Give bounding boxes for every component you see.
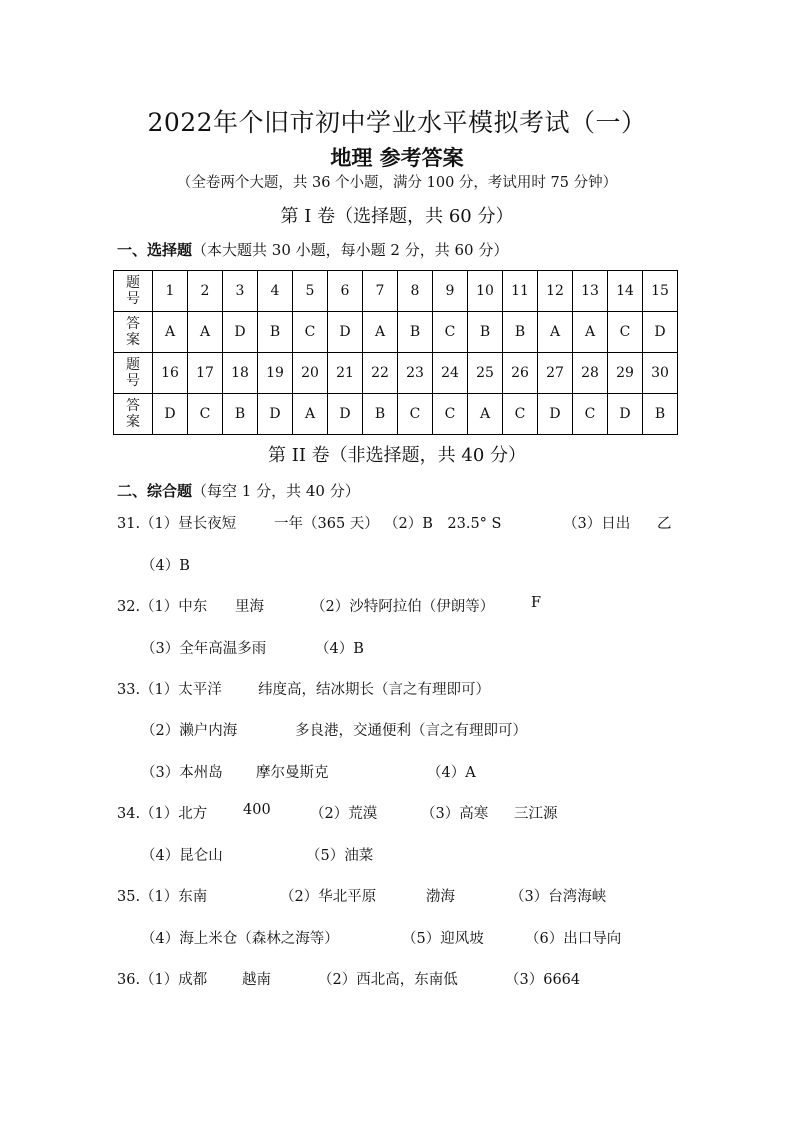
q31-answer-6: （4）B xyxy=(141,558,190,574)
answer-cell: B xyxy=(503,312,538,353)
answer-cell: B xyxy=(643,394,678,435)
q32-answer-6: （4）B xyxy=(315,641,364,657)
q36-answer-2: 越南 xyxy=(242,972,271,988)
question-number-cell: 25 xyxy=(468,353,503,394)
section1-heading xyxy=(117,239,508,260)
answer-cell: C xyxy=(573,394,608,435)
answer-row-header-label: 答案 xyxy=(126,316,140,348)
question-number-cell: 26 xyxy=(503,353,538,394)
question-number-cell: 12 xyxy=(538,271,573,312)
q35-answer-7: （6）出口导向 xyxy=(525,931,622,947)
q34-answer-2: 400 xyxy=(243,802,271,818)
answer-cell: A xyxy=(573,312,608,353)
choice-answer-table xyxy=(113,270,678,435)
section2-note: （每空 1 分，共 40 分） xyxy=(192,482,360,500)
question-number-cell: 11 xyxy=(503,271,538,312)
question-number-cell: 9 xyxy=(433,271,468,312)
q32-answer-2: 里海 xyxy=(235,599,264,615)
q35-answer-1: 35.（1）东南 xyxy=(117,889,208,905)
q33-answer-7: （4）A xyxy=(427,765,476,781)
q32-answer-1: 32.（1）中东 xyxy=(117,599,208,615)
answer-cell: D xyxy=(643,312,678,353)
answer-cell: A xyxy=(188,312,223,353)
section1-label: 一、选择题 xyxy=(117,241,193,259)
part2-title: 第 II 卷（非选择题，共 40 分） xyxy=(267,445,526,466)
section2-label: 二、综合题 xyxy=(117,482,193,500)
question-number-row-header-label: 题号 xyxy=(126,275,140,307)
question-number-cell: 20 xyxy=(293,353,328,394)
question-number-row-header xyxy=(114,353,153,394)
answer-cell: B xyxy=(258,312,293,353)
q34-answer-7: （5）油菜 xyxy=(306,848,374,864)
q31-answer-3: （2）B 23.5° S xyxy=(384,516,502,532)
answer-cell: C xyxy=(433,394,468,435)
q36-answer-4: （3）6664 xyxy=(505,972,581,988)
question-number-cell: 30 xyxy=(643,353,678,394)
q35-answer-3: 渤海 xyxy=(426,889,455,905)
answer-cell: C xyxy=(608,312,643,353)
q36-answer-3: （2）西北高，东南低 xyxy=(318,972,458,988)
answer-row xyxy=(114,312,678,353)
q35-answer-6: （5）迎风坡 xyxy=(402,931,484,947)
q33-answer-5: （3）本州岛 xyxy=(141,765,223,781)
exam-note: （全卷两个大题，共 36 个小题，满分 100 分，考试用时 75 分钟） xyxy=(176,175,618,191)
q35-answer-2: （2）华北平原 xyxy=(280,889,377,905)
answer-cell: C xyxy=(188,394,223,435)
answer-cell: D xyxy=(608,394,643,435)
q33-answer-3: （2）濑户内海 xyxy=(141,723,238,739)
answer-row-header xyxy=(114,394,153,435)
q32-answer-3: （2）沙特阿拉伯（伊朗等） xyxy=(311,599,495,615)
answer-cell: C xyxy=(398,394,433,435)
answer-cell: C xyxy=(503,394,538,435)
q33-answer-6: 摩尔曼斯克 xyxy=(256,765,329,781)
answer-cell: A xyxy=(538,312,573,353)
question-number-row xyxy=(114,271,678,312)
answer-cell: B xyxy=(223,394,258,435)
question-number-cell: 14 xyxy=(608,271,643,312)
question-number-row-header xyxy=(114,271,153,312)
q34-answer-1: 34.（1）北方 xyxy=(117,806,208,822)
q33-answer-2: 纬度高，结冰期长（言之有理即可） xyxy=(258,682,490,698)
answer-cell: A xyxy=(468,394,503,435)
q34-answer-5: 三江源 xyxy=(514,806,558,822)
exam-title: 2022年个旧市初中学业水平模拟考试（一） xyxy=(147,108,647,137)
q31-answer-2: 一年（365 天） xyxy=(274,516,379,532)
answer-row-header-label: 答案 xyxy=(126,398,140,430)
q33-answer-1: 33.（1）太平洋 xyxy=(117,682,222,698)
answer-cell: D xyxy=(258,394,293,435)
question-number-cell: 2 xyxy=(188,271,223,312)
question-number-cell: 16 xyxy=(153,353,188,394)
question-number-cell: 24 xyxy=(433,353,468,394)
question-number-cell: 1 xyxy=(153,271,188,312)
question-number-cell: 21 xyxy=(328,353,363,394)
answer-cell: A xyxy=(153,312,188,353)
answer-cell: D xyxy=(153,394,188,435)
answer-cell: C xyxy=(433,312,468,353)
answer-row-header xyxy=(114,312,153,353)
question-number-cell: 13 xyxy=(573,271,608,312)
answer-cell: D xyxy=(223,312,258,353)
q31-answer-4: （3）日出 xyxy=(563,516,631,532)
question-number-cell: 23 xyxy=(398,353,433,394)
q31-answer-1: 31.（1）昼长夜短 xyxy=(117,516,237,532)
answer-cell: D xyxy=(328,312,363,353)
q34-answer-6: （4）昆仑山 xyxy=(141,848,223,864)
question-number-cell: 6 xyxy=(328,271,363,312)
q32-answer-5: （3）全年高温多雨 xyxy=(141,641,267,657)
part1-title: 第 I 卷（选择题，共 60 分） xyxy=(280,206,514,227)
question-number-row-header-label: 题号 xyxy=(126,357,140,389)
section2-heading xyxy=(117,480,360,501)
q35-answer-4: （3）台湾海峡 xyxy=(510,889,607,905)
answer-cell: A xyxy=(363,312,398,353)
q35-answer-5: （4）海上米仓（森林之海等） xyxy=(141,931,339,947)
q36-answer-1: 36.（1）成都 xyxy=(117,972,208,988)
q32-answer-4: F xyxy=(531,595,542,611)
question-number-cell: 7 xyxy=(363,271,398,312)
question-number-cell: 3 xyxy=(223,271,258,312)
question-number-cell: 5 xyxy=(293,271,328,312)
question-number-cell: 28 xyxy=(573,353,608,394)
answer-cell: B xyxy=(363,394,398,435)
answer-cell: B xyxy=(468,312,503,353)
question-number-cell: 8 xyxy=(398,271,433,312)
question-number-cell: 29 xyxy=(608,353,643,394)
question-number-cell: 17 xyxy=(188,353,223,394)
question-number-cell: 18 xyxy=(223,353,258,394)
question-number-cell: 15 xyxy=(643,271,678,312)
answer-cell: B xyxy=(398,312,433,353)
answer-key-subtitle: 地理 参考答案 xyxy=(330,145,464,170)
q34-answer-4: （3）高寒 xyxy=(421,806,489,822)
question-number-row xyxy=(114,353,678,394)
q33-answer-4: 多良港，交通便利（言之有理即可） xyxy=(295,723,527,739)
answer-cell: D xyxy=(538,394,573,435)
question-number-cell: 10 xyxy=(468,271,503,312)
question-number-cell: 22 xyxy=(363,353,398,394)
question-number-cell: 27 xyxy=(538,353,573,394)
question-number-cell: 19 xyxy=(258,353,293,394)
answer-cell: A xyxy=(293,394,328,435)
answer-cell: C xyxy=(293,312,328,353)
answer-cell: D xyxy=(328,394,363,435)
answer-row xyxy=(114,394,678,435)
q34-answer-3: （2）荒漠 xyxy=(310,806,378,822)
question-number-cell: 4 xyxy=(258,271,293,312)
q31-answer-5: 乙 xyxy=(657,516,672,532)
section1-note: （本大题共 30 小题，每小题 2 分，共 60 分） xyxy=(192,241,509,259)
